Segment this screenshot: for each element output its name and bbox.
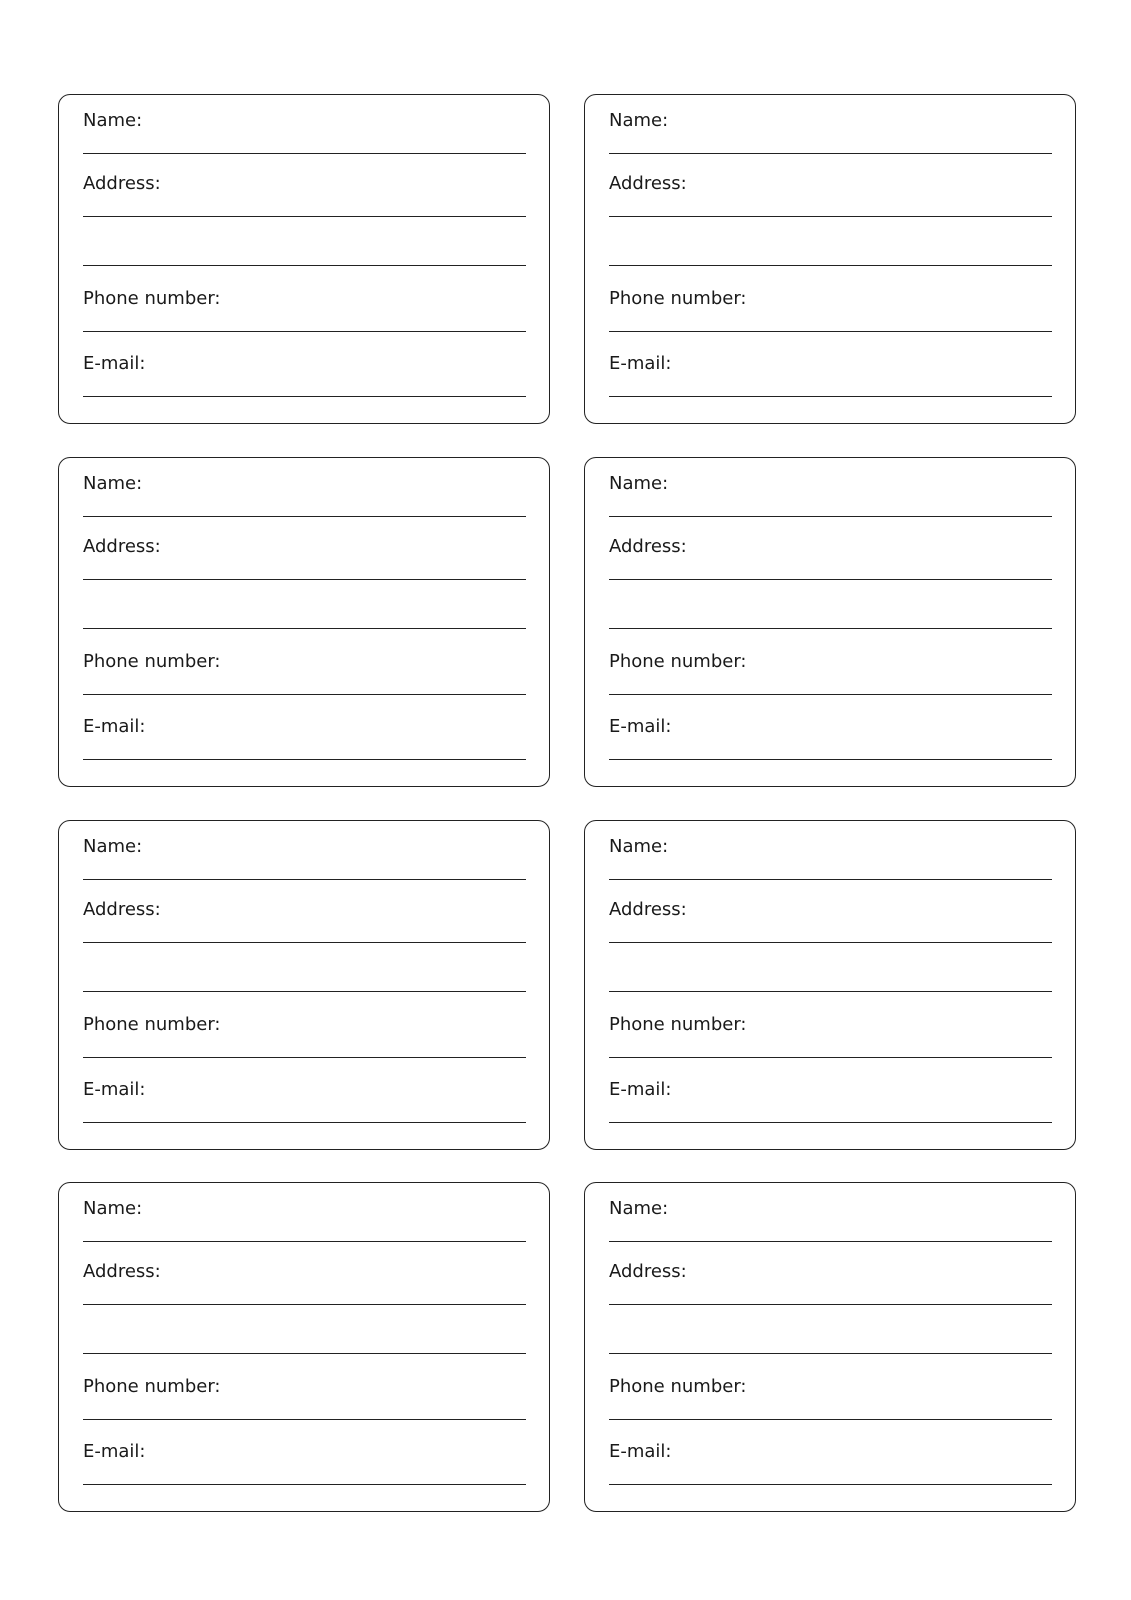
email-field-line: [83, 1122, 526, 1123]
email-field-line: [609, 396, 1052, 397]
email-label: E-mail:: [83, 1441, 146, 1462]
address-field-line-2: [83, 628, 526, 629]
phone-number-label: Phone number:: [609, 288, 747, 309]
address-field-line-2: [83, 1353, 526, 1354]
email-label: E-mail:: [609, 1441, 672, 1462]
email-label: E-mail:: [609, 716, 672, 737]
address-field-line-2: [609, 991, 1052, 992]
name-label: Name:: [83, 836, 143, 857]
contact-card: [584, 94, 1076, 424]
email-field-line: [83, 759, 526, 760]
address-field-line-2: [83, 265, 526, 266]
phone-number-field-line: [83, 1057, 526, 1058]
contact-card: [584, 457, 1076, 787]
email-field-line: [83, 1484, 526, 1485]
contact-card: [584, 1182, 1076, 1512]
email-field-line: [609, 1484, 1052, 1485]
address-label: Address:: [609, 899, 687, 920]
phone-number-label: Phone number:: [609, 1376, 747, 1397]
name-field-line: [83, 1241, 526, 1242]
address-field-line-1: [83, 216, 526, 217]
address-label: Address:: [83, 173, 161, 194]
address-field-line-2: [609, 1353, 1052, 1354]
contact-card: [58, 1182, 550, 1512]
phone-number-label: Phone number:: [83, 651, 221, 672]
phone-number-label: Phone number:: [609, 651, 747, 672]
address-label: Address:: [609, 173, 687, 194]
name-field-line: [609, 879, 1052, 880]
email-field-line: [83, 396, 526, 397]
phone-number-field-line: [609, 1419, 1052, 1420]
address-label: Address:: [609, 1261, 687, 1282]
phone-number-field-line: [83, 694, 526, 695]
address-field-line-2: [609, 265, 1052, 266]
name-field-line: [83, 516, 526, 517]
address-field-line-2: [83, 991, 526, 992]
address-field-line-1: [83, 942, 526, 943]
phone-number-field-line: [83, 331, 526, 332]
name-field-line: [609, 516, 1052, 517]
phone-number-field-line: [609, 694, 1052, 695]
email-label: E-mail:: [83, 1079, 146, 1100]
address-field-line-1: [609, 1304, 1052, 1305]
address-label: Address:: [83, 536, 161, 557]
address-field-line-2: [609, 628, 1052, 629]
contact-card: [58, 820, 550, 1150]
name-label: Name:: [609, 836, 669, 857]
address-field-line-1: [609, 579, 1052, 580]
phone-number-label: Phone number:: [83, 1014, 221, 1035]
phone-number-label: Phone number:: [609, 1014, 747, 1035]
phone-number-label: Phone number:: [83, 288, 221, 309]
phone-number-label: Phone number:: [83, 1376, 221, 1397]
email-label: E-mail:: [609, 1079, 672, 1100]
email-label: E-mail:: [83, 716, 146, 737]
address-field-line-1: [83, 579, 526, 580]
address-field-line-1: [609, 216, 1052, 217]
address-label: Address:: [83, 1261, 161, 1282]
contact-card: [584, 820, 1076, 1150]
email-field-line: [609, 1122, 1052, 1123]
name-label: Name:: [609, 473, 669, 494]
phone-number-field-line: [83, 1419, 526, 1420]
name-field-line: [83, 879, 526, 880]
address-label: Address:: [609, 536, 687, 557]
name-field-line: [83, 153, 526, 154]
contact-card: [58, 457, 550, 787]
name-field-line: [609, 1241, 1052, 1242]
phone-number-field-line: [609, 1057, 1052, 1058]
phone-number-field-line: [609, 331, 1052, 332]
email-label: E-mail:: [609, 353, 672, 374]
name-field-line: [609, 153, 1052, 154]
contact-card: [58, 94, 550, 424]
name-label: Name:: [609, 1198, 669, 1219]
address-field-line-1: [83, 1304, 526, 1305]
address-label: Address:: [83, 899, 161, 920]
name-label: Name:: [609, 110, 669, 131]
name-label: Name:: [83, 473, 143, 494]
email-label: E-mail:: [83, 353, 146, 374]
email-field-line: [609, 759, 1052, 760]
name-label: Name:: [83, 1198, 143, 1219]
address-field-line-1: [609, 942, 1052, 943]
name-label: Name:: [83, 110, 143, 131]
